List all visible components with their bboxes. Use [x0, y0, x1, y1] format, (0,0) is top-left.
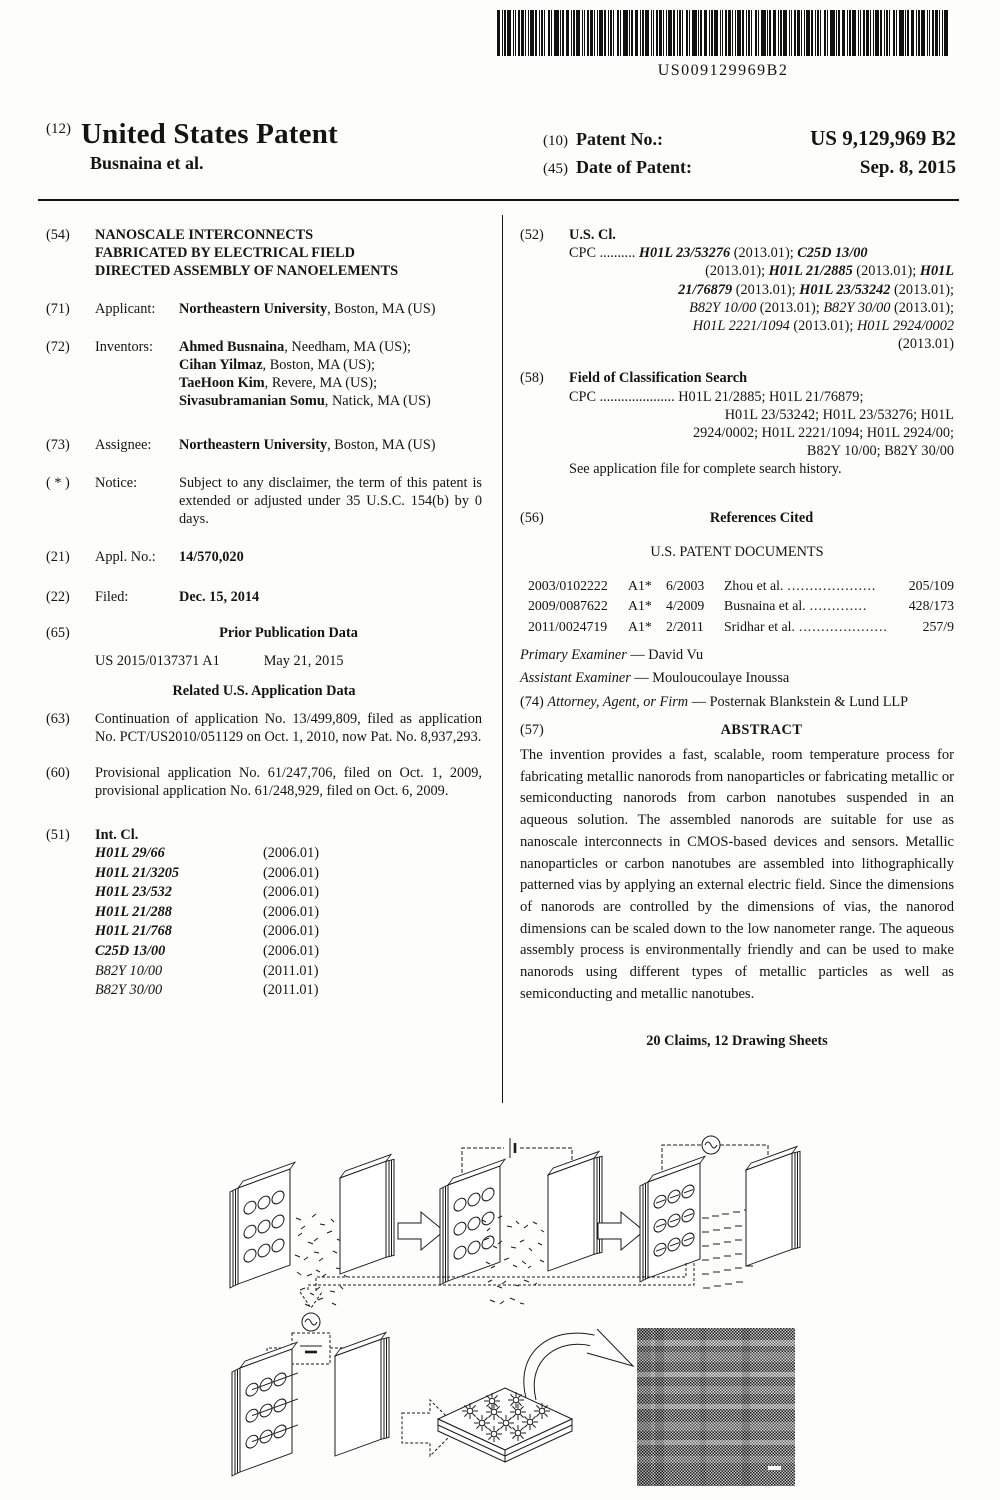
int-cl-row: H01L 23/532 (2006.01) [95, 884, 319, 901]
cpc-line: CPC .......... H01L 23/53276 (2013.01); C25D 13/00 [569, 245, 868, 262]
assistant-examiner: Assistant Examiner — Mouloucoulaye Inoussa [520, 670, 790, 687]
assignee-label: Assignee: [95, 437, 152, 453]
search-note: See application file for complete search history. [569, 461, 842, 478]
barcode [497, 10, 949, 80]
field-lines [702, 1210, 753, 1288]
continuation-text: Continuation of application No. 13/499,809, filed as application No. PCT/US2010/051129 on Oct. 1, 2010, now Pat. No. 8,937,293. [95, 711, 482, 745]
sem-scale-bar [768, 1466, 781, 1470]
int-cl-row: H01L 21/768 (2006.01) [95, 923, 319, 940]
claims-note: 20 Claims, 12 Drawing Sheets [646, 1032, 828, 1049]
barcode-number: US009129969B2 [657, 62, 789, 79]
kicker-12: (12) [46, 121, 71, 137]
title-line: DIRECTED ASSEMBLY OF NANOELEMENTS [95, 263, 399, 279]
cpc-line: B82Y 10/00 (2013.01); B82Y 30/00 (2013.01); [689, 299, 954, 316]
column-divider [502, 215, 503, 1103]
via-substrate-plate-3 [640, 1156, 705, 1282]
via-substrate-plate-1 [230, 1162, 295, 1288]
field-60-provisional: (60) Provisional application No. 61/247,706, filed on Oct. 1, 2009, provisional application No. 61/248,929, filed on Oct. 6, 2009. [46, 765, 482, 799]
date-value: Sep. 8, 2015 [859, 157, 956, 178]
kicker-45: (45) [543, 161, 568, 177]
attorney-agent-firm: (74) Attorney, Agent, or Firm — Posternak Blankstein & Lund LLP [520, 693, 909, 710]
field-71-applicant: (71) Applicant: Northeastern University, Boston, MA (US) [46, 300, 482, 318]
inventor-line: Sivasubramanian Somu, Natick, MA (US) [179, 393, 431, 409]
left-column [46, 226, 482, 1021]
applicant-label: Applicant: [95, 301, 156, 317]
applicant-value: Northeastern University, Boston, MA (US) [179, 301, 436, 317]
authors: Busnaina et al. [90, 153, 204, 173]
electrode-plate-2 [548, 1150, 602, 1272]
cpc-line: (2013.01); H01L 21/2885 (2013.01); H01L [705, 263, 954, 280]
reference-row: 2003/0102222 A1* 6/2003 Zhou et al. .................... 205/109 [528, 578, 954, 594]
int-cl-row: H01L 21/3205 (2006.01) [95, 864, 319, 881]
field-58-search: (58) Field of Classification Search CPC ..................... H01L 21/2885; H01L 21/76879; H01L 23/53242; H01L 23/53276; H01L 2924/0002; H01L 2221/1094; H01L 2924/00; B82Y 10/00; B82Y 30/00 See application file for complete search history. [520, 370, 954, 478]
filed-label: Filed: [95, 589, 129, 605]
via-substrate-plate-4 [232, 1342, 298, 1476]
references-table [520, 576, 954, 637]
zoom-curved-arrow [524, 1329, 633, 1400]
pub-id: US 2015/0137371 A1 [95, 653, 220, 669]
search-line: H01L 23/53242; H01L 23/53276; H01L [724, 406, 954, 423]
notice-text: Subject to any disclaimer, the term of this patent is extended or adjusted under 35 U.S.C. 154(b) by 0 days. [179, 475, 482, 527]
prior-pub-entry [95, 652, 482, 670]
inventor-line: Cihan Yilmaz, Boston, MA (US); [179, 357, 375, 373]
header-rule [38, 199, 959, 201]
cpc-line: 21/76879 (2013.01); H01L 23/53242 (2013.01); [678, 281, 954, 298]
int-cl-label: Int. Cl. [95, 827, 139, 843]
title-line: NANOSCALE INTERCONNECTS [95, 227, 314, 243]
field-22-filed: (22) Filed: Dec. 15, 2014 [46, 588, 482, 606]
field-52-us-cl: (52) U.S. Cl. CPC .......... H01L 23/53276 (2013.01); C25D 13/00 (2013.01); H01L 21/2885 (2013.01); H01L 21/76879 (2013.01); H01L 23/53242 (2013.01); B82Y 10/00 (2013.01); B82Y 30/00 (2013.01); H01L 2221/1094 (2013.01); H01L 2924/0002 (2013.01) [520, 227, 954, 353]
notice-label: Notice: [95, 475, 138, 491]
int-cl-row: B82Y 30/00 (2011.01) [95, 982, 319, 999]
field-51-int-cl: (51) Int. Cl. H01L 29/66 (2006.01) H01L 21/3205 (2006.01) H01L 23/532 (2006.01) H01L 21/288 (2006.01) H01L 21/768 (2006.01) C25D 13/00 (2006.01) B82Y 10/00 (2011.01) B82Y 30/00 (2011.01) [46, 826, 482, 1001]
reference-row: 2011/0024719 A1* 2/2011 Sridhar et al. .................... 257/9 [528, 618, 954, 634]
primary-examiner: Primary Examiner — David Vu [520, 647, 704, 664]
electrode-plate-1 [340, 1153, 394, 1275]
reference-row: 2009/0087622 A1* 4/2009 Busnaina et al. ............. 428/173 [528, 598, 954, 614]
search-line: 2924/0002; H01L 2221/1094; H01L 2924/00; [692, 425, 954, 442]
int-cl-row: H01L 21/288 (2006.01) [95, 903, 319, 920]
patent-no-value: US 9,129,969 B2 [810, 126, 956, 150]
field-21-appl-no: (21) Appl. No.: 14/570,020 [46, 548, 482, 566]
step-arrow-2 [598, 1212, 644, 1250]
date-label: Date of Patent: [576, 157, 692, 177]
field-57-abstract: (57) ABSTRACT [520, 721, 954, 739]
field-notice: ( * ) Notice: Subject to any disclaimer, the term of this patent is extended or adjusted under 35 U.S.C. 154(b) by 0 days. [46, 475, 482, 527]
int-cl-row: B82Y 10/00 (2011.01) [95, 962, 319, 979]
appl-no-value: 14/570,020 [179, 549, 244, 565]
abstract-text: The invention provides a fast, scalable, room temperature process for fabricating metallic nanorods from nanoparticles or fabricating metallic or semiconducting nanorods from carbon nanotubes suspended in an aqueous solution. The assembled nanorods are suitable for use as nanoscale interconnects in CMOS-based devices and sensors. Metallic nanoparticles or carbon nanotubes are assembled into lithographically patterned vias by applying an external electric field. Since the dimensions of nanorods are controlled by the dimensions of vias, the nanorod dimensions can be scaled down to the low nanometer range. The aqueous assembly process is environmentally friendly and can be used to make nanorods using different types of metallic particles as well as semiconducting and metallic nanotubes. [520, 747, 954, 1002]
field-54-title: (54) NANOSCALE INTERCONNECTS FABRICATED BY ELECTRICAL FIELD DIRECTED ASSEMBLY OF NANOELEMENTS [46, 226, 482, 280]
filed-value: Dec. 15, 2014 [179, 589, 260, 605]
cpc-line: (2013.01) [898, 336, 954, 353]
electrode-plate-3 [746, 1145, 800, 1267]
field-56-references: (56) References Cited [520, 509, 954, 527]
us-cl-label: U.S. Cl. [569, 227, 616, 243]
cpc-line: H01L 2221/1094 (2013.01); H01L 2924/0002 [692, 318, 954, 335]
sem-image [637, 1328, 795, 1486]
us-patent-documents: U.S. PATENT DOCUMENTS [650, 543, 824, 560]
pub-date: May 21, 2015 [263, 653, 344, 669]
right-column [520, 226, 954, 1050]
assignee-value: Northeastern University, Boston, MA (US) [179, 437, 436, 453]
via-substrate-plate-2 [440, 1159, 505, 1285]
search-label: Field of Classification Search [569, 370, 748, 387]
prior-pub-heading: Prior Publication Data [219, 625, 358, 641]
inventor-line: TaeHoon Kim, Revere, MA (US); [179, 375, 378, 391]
int-cl-row: H01L 29/66 (2006.01) [95, 845, 319, 861]
abstract-heading: ABSTRACT [720, 721, 803, 738]
search-line: B82Y 10/00; B82Y 30/00 [806, 443, 954, 460]
field-65-prior-pub: (65) Prior Publication Data [46, 624, 482, 642]
barcode-bars [497, 10, 949, 56]
process-flow-figure [0, 1100, 1000, 1500]
patent-no-label: Patent No.: [576, 129, 663, 149]
electrode-plate-4 [335, 1331, 389, 1457]
header-left [46, 118, 476, 174]
inventors-label: Inventors: [95, 339, 153, 355]
step-arrow-1 [398, 1212, 444, 1250]
field-63-continuation: (63) Continuation of application No. 13/499,809, filed as application No. PCT/US2010/051129 on Oct. 1, 2010, now Pat. No. 8,937,293. [46, 711, 482, 745]
header-right [543, 126, 956, 185]
title-line: FABRICATED BY ELECTRICAL FIELD [95, 245, 355, 261]
field-73-assignee: (73) Assignee: Northeastern University, Boston, MA (US) [46, 436, 482, 454]
references-heading: References Cited [709, 509, 814, 526]
inventor-line: Ahmed Busnaina, Needham, MA (US); [179, 339, 411, 355]
feedback-arrow [300, 1263, 694, 1308]
related-data-heading: Related U.S. Application Data [172, 683, 356, 699]
int-cl-row: C25D 13/00 (2006.01) [95, 942, 319, 959]
kicker-10: (10) [543, 133, 568, 149]
nanorod-chip [438, 1388, 572, 1462]
provisional-text: Provisional application No. 61/247,706, filed on Oct. 1, 2009, provisional application No. 61/248,929, filed on Oct. 6, 2009. [95, 765, 482, 799]
appl-no-label: Appl. No.: [95, 549, 156, 565]
search-line: CPC ..................... H01L 21/2885; H01L 21/76879; [569, 388, 864, 405]
page-title: United States Patent [81, 118, 338, 150]
field-72-inventors: (72) Inventors: Ahmed Busnaina, Needham, MA (US); Cihan Yilmaz, Boston, MA (US); TaeHoon Kim, Revere, MA (US); Sivasubramanian Somu, Natick, MA (US) [46, 338, 482, 410]
